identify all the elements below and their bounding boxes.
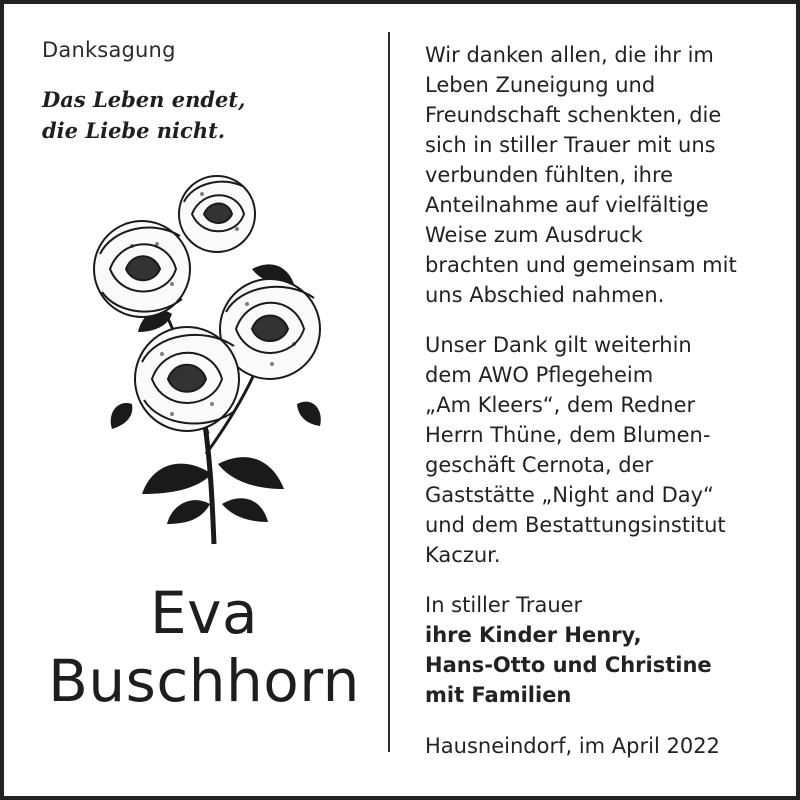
acknowledgement-line: dem AWO Pflegeheim (425, 363, 654, 387)
acknowledgement-line: Herrn Thüne, dem Blumen- (425, 423, 711, 447)
thanks-line: brachten und gemeinsam mit (425, 253, 737, 277)
thanks-line: Wir danken allen, die ihr im (425, 43, 714, 67)
thanks-line: verbunden fühlten, ihre (425, 163, 674, 187)
thanks-paragraph (425, 40, 737, 310)
thanks-line: Freundschaft schenkten, die (425, 103, 722, 127)
left-column (4, 4, 394, 796)
motto-line-1: Das Leben endet, (42, 87, 246, 112)
acknowledgement-paragraph (425, 330, 726, 570)
deceased-last-name: Buschhorn (48, 647, 360, 715)
deceased-first-name: Eva (149, 579, 258, 647)
closing-block (425, 590, 712, 710)
motto-line-2: die Liebe nicht. (42, 118, 226, 143)
thanks-line: sich in stiller Trauer mit uns (425, 133, 716, 157)
closing-name-line: ihre Kinder Henry, (425, 623, 642, 647)
acknowledgement-line: Kaczur. (425, 543, 501, 567)
acknowledgement-line: „Am Kleers“, dem Redner (425, 393, 696, 417)
closing-name-line: Hans-Otto und Christine (425, 653, 712, 677)
column-divider (388, 32, 390, 752)
thanks-line: Weise zum Ausdruck (425, 223, 643, 247)
heading-danksagung: Danksagung (42, 38, 176, 62)
acknowledgement-line: und dem Bestattungsinstitut (425, 513, 726, 537)
motto (42, 84, 342, 146)
thanks-line: Leben Zuneigung und (425, 73, 656, 97)
thanks-line: Anteilnahme auf vielfältige (425, 193, 709, 217)
acknowledgement-line: geschäft Cernota, der (425, 453, 654, 477)
acknowledgement-line: Unser Dank gilt weiterhin (425, 333, 692, 357)
acknowledgement-line: Gaststätte „Night and Day“ (425, 483, 714, 507)
thanks-line: uns Abschied nahmen. (425, 283, 665, 307)
closing-name-line: mit Familien (425, 683, 572, 707)
place-date: Hausneindorf, im April 2022 (425, 734, 720, 758)
closing-intro: In stiller Trauer (425, 593, 583, 617)
roses-illustration (72, 174, 332, 554)
